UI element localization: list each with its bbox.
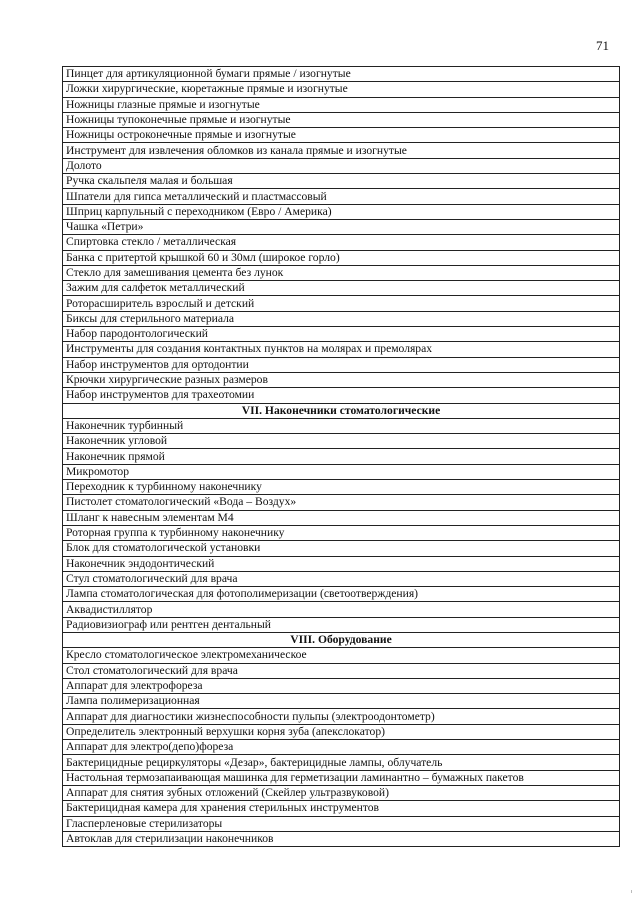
table-row (63, 112, 620, 127)
item-name: Аппарат для диагностики жизнеспособности пульпы (электроодонтометр) (63, 709, 620, 724)
item-name: Ножницы остроконечные прямые и изогнутые (63, 128, 620, 143)
table-row (63, 174, 620, 189)
table-row (63, 250, 620, 265)
item-name: Наконечник эндодонтический (63, 556, 620, 571)
table-row (63, 235, 620, 250)
table-row (63, 342, 620, 357)
table-row (63, 480, 620, 495)
item-name: Набор пародонтологический (63, 327, 620, 342)
table-row (63, 525, 620, 540)
item-name: Аппарат для электрофореза (63, 678, 620, 693)
item-name: Наконечник угловой (63, 434, 620, 449)
item-name: Пинцет для артикуляционной бумаги прямые / изогнутые (63, 67, 620, 82)
table-row (63, 97, 620, 112)
table-row (63, 678, 620, 693)
table-row (63, 770, 620, 785)
item-name: Блок для стоматологической установки (63, 541, 620, 556)
item-name: Настольная термозапаивающая машинка для герметизации ламинантно – бумажных пакетов (63, 770, 620, 785)
equipment-table-body (63, 67, 620, 847)
item-name: Ножницы тупоконечные прямые и изогнутые (63, 112, 620, 127)
table-row (63, 265, 620, 280)
table-row (63, 281, 620, 296)
table-row (63, 219, 620, 234)
table-row (63, 831, 620, 846)
item-name: Бактерицидные рециркуляторы «Дезар», бактерицидные лампы, облучатель (63, 755, 620, 770)
item-name: Автоклав для стерилизации наконечников (63, 831, 620, 846)
item-name: Ложки хирургические, кюретажные прямые и изогнутые (63, 82, 620, 97)
table-row (63, 587, 620, 602)
item-name: Микромотор (63, 464, 620, 479)
table-row (63, 296, 620, 311)
item-name: Ножницы глазные прямые и изогнутые (63, 97, 620, 112)
item-name: Определитель электронный верхушки корня зуба (апекслокатор) (63, 724, 620, 739)
table-row (63, 67, 620, 82)
table-row (63, 571, 620, 586)
item-name: Аппарат для снятия зубных отложений (Скейлер ультразвуковой) (63, 785, 620, 800)
table-row (63, 327, 620, 342)
table-row (63, 357, 620, 372)
item-name: Крючки хирургические разных размеров (63, 372, 620, 387)
table-row (63, 418, 620, 433)
section-header-row (63, 403, 620, 418)
table-row (63, 372, 620, 387)
item-name: Зажим для салфеток металлический (63, 281, 620, 296)
item-name: Набор инструментов для ортодонтии (63, 357, 620, 372)
section-title: VII. Наконечники стоматологические (63, 403, 620, 418)
item-name: Гласперленовые стерилизаторы (63, 816, 620, 831)
table-row (63, 434, 620, 449)
table-row (63, 311, 620, 326)
table-row (63, 82, 620, 97)
item-name: Переходник к турбинному наконечнику (63, 480, 620, 495)
table-row (63, 648, 620, 663)
item-name: Шприц карпульный с переходником (Евро / Америка) (63, 204, 620, 219)
table-row (63, 143, 620, 158)
item-name: Роторасширитель взрослый и детский (63, 296, 620, 311)
item-name: Чашка «Петри» (63, 219, 620, 234)
item-name: Шланг к навесным элементам М4 (63, 510, 620, 525)
table-row (63, 189, 620, 204)
item-name: Долото (63, 158, 620, 173)
table-row (63, 541, 620, 556)
item-name: Роторная группа к турбинному наконечнику (63, 525, 620, 540)
item-name: Аквадистиллятор (63, 602, 620, 617)
table-row (63, 617, 620, 632)
item-name: Наконечник прямой (63, 449, 620, 464)
scan-mark (631, 890, 632, 893)
table-row (63, 801, 620, 816)
item-name: Ручка скальпеля малая и большая (63, 174, 620, 189)
table-row (63, 740, 620, 755)
item-name: Инструменты для создания контактных пунктов на молярах и премолярах (63, 342, 620, 357)
item-name: Бактерицидная камера для хранения стерильных инструментов (63, 801, 620, 816)
item-name: Лампа стоматологическая для фотополимеризации (светоотверждения) (63, 587, 620, 602)
section-title: VIII. Оборудование (63, 632, 620, 647)
table-row (63, 510, 620, 525)
table-row (63, 785, 620, 800)
item-name: Пистолет стоматологический «Вода – Воздух» (63, 495, 620, 510)
table-row (63, 724, 620, 739)
section-header-row (63, 632, 620, 647)
item-name: Кресло стоматологическое электромеханическое (63, 648, 620, 663)
table-row (63, 449, 620, 464)
item-name: Набор инструментов для трахеотомии (63, 388, 620, 403)
table-row (63, 204, 620, 219)
table-row (63, 755, 620, 770)
table-row (63, 128, 620, 143)
item-name: Стекло для замешивания цемента без лунок (63, 265, 620, 280)
table-row (63, 556, 620, 571)
item-name: Стол стоматологический для врача (63, 663, 620, 678)
table-row (63, 388, 620, 403)
item-name: Инструмент для извлечения обломков из канала прямые и изогнутые (63, 143, 620, 158)
item-name: Лампа полимеризационная (63, 694, 620, 709)
item-name: Шпатели для гипса металлический и пластмассовый (63, 189, 620, 204)
table-row (63, 158, 620, 173)
item-name: Банка с притертой крышкой 60 и 30мл (широкое горло) (63, 250, 620, 265)
item-name: Наконечник турбинный (63, 418, 620, 433)
item-name: Стул стоматологический для врача (63, 571, 620, 586)
table-row (63, 602, 620, 617)
table-row (63, 495, 620, 510)
table-row (63, 709, 620, 724)
table-row (63, 694, 620, 709)
page-number: 71 (596, 38, 609, 53)
item-name: Радиовизиограф или рентген дентальный (63, 617, 620, 632)
item-name: Биксы для стерильного материала (63, 311, 620, 326)
table-row (63, 663, 620, 678)
item-name: Спиртовка стекло / металлическая (63, 235, 620, 250)
equipment-table (62, 66, 620, 847)
table-row (63, 464, 620, 479)
table-row (63, 816, 620, 831)
item-name: Аппарат для электро(депо)фореза (63, 740, 620, 755)
